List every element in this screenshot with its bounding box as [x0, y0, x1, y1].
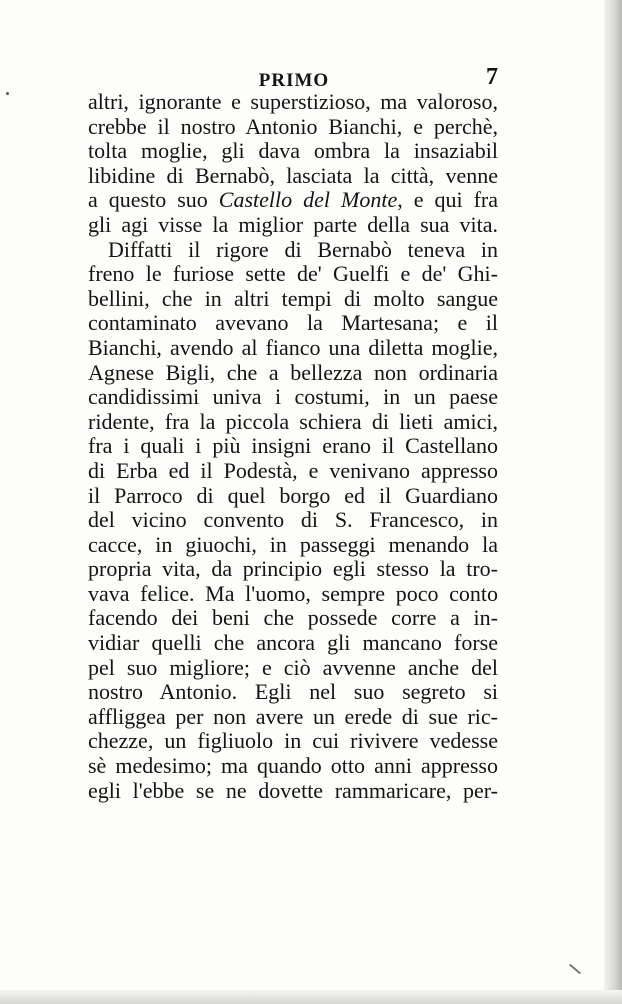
text-line: di Erba ed il Podestà, e venivano appresso: [88, 457, 498, 483]
text-line: contaminato avevano la Martesana; e il: [88, 310, 498, 336]
text-line: tolta moglie, gli dava ombra la insaziabil: [88, 138, 498, 164]
text-line: bellini, che in altri tempi di molto sangue: [88, 285, 498, 311]
text-line: gli agi visse la miglior parte della sua vita.: [88, 211, 498, 237]
text-line: candidissimi univa i costumi, in un paese: [88, 384, 498, 410]
text-line: sè medesimo; ma quando otto anni appresso: [88, 753, 498, 779]
text-line: Bianchi, avendo al fianco una diletta moglie,: [88, 334, 498, 360]
text-line: ridente, fra la piccola schiera di lieti amici,: [88, 408, 498, 434]
text-line: vidiar quelli che ancora gli mancano forse: [88, 630, 498, 656]
place-name-italic: Castello del Monte: [218, 187, 398, 213]
text-line: propria vita, da principio egli stesso la tro-: [88, 556, 498, 582]
text-line: Diffatti il rigore di Bernabò teneva in: [108, 236, 498, 262]
text-line: nostro Antonio. Egli nel suo segreto si: [88, 679, 498, 705]
text-line: cacce, in giuochi, in passeggi menando la: [88, 531, 498, 557]
text-line: facendo dei beni che possede corre a in-: [88, 605, 498, 631]
text-line: Agnese Bigli, che a bellezza non ordinaria: [88, 359, 498, 385]
text-line: [88, 188, 498, 213]
text-line: pel suo migliore; e ciò avvenne anche del: [88, 654, 498, 680]
text-line: freno le furiose sette de' Guelfi e de' Ghi-: [88, 261, 498, 287]
page-edge-shadow: [604, 0, 622, 1004]
text-line: libidine di Bernabò, lasciata la città, venne: [88, 162, 498, 188]
text-segment: a questo suo: [88, 187, 219, 213]
text-line: vava felice. Ma l'uomo, sempre poco conto: [88, 580, 498, 606]
body-text: [88, 90, 498, 803]
text-segment: , e qui fra: [397, 187, 499, 213]
text-line: il Parroco di quel borgo ed il Guardiano: [88, 482, 498, 508]
running-title: PRIMO: [258, 70, 330, 91]
text-line: egli l'ebbe se ne dovette rammaricare, per-: [88, 777, 498, 803]
text-line: del vicino convento di S. Francesco, in: [88, 507, 498, 533]
text-line: affliggea per non avere un erede di sue ric-: [88, 703, 498, 729]
page-bottom-edge: [0, 990, 622, 1004]
page-number: 7: [486, 64, 498, 90]
text-line: altri, ignorante e superstizioso, ma valoroso,: [88, 89, 498, 114]
text-line: chezze, un figliuolo in cui rivivere vedesse: [88, 728, 498, 754]
text-line: crebbe il nostro Antonio Bianchi, e perchè,: [88, 113, 498, 139]
margin-mark: [6, 92, 9, 95]
text-line: fra i quali i più insigni erano il Castellano: [88, 433, 498, 459]
corner-mark: [569, 964, 581, 975]
